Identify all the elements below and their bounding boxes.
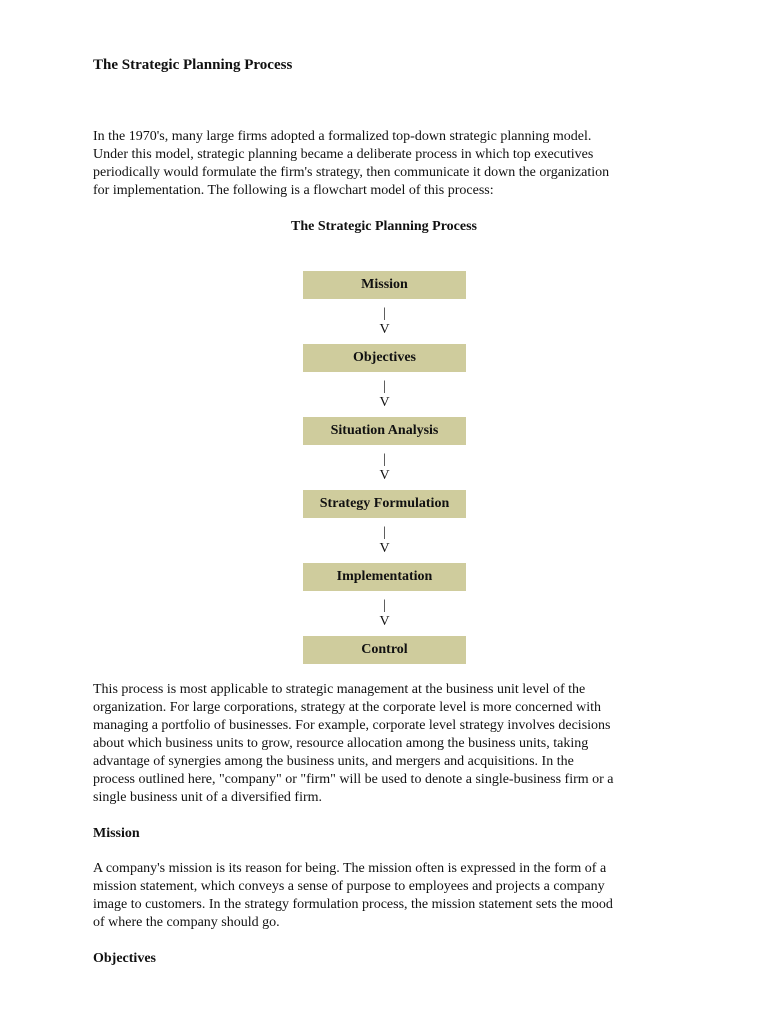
flow-step-objectives: Objectives [303,344,466,372]
arrow-bar: | [383,525,386,540]
intro-line: Under this model, strategic planning became a deliberate process in which top executives [93,147,594,162]
body-line: advantage of synergies among the business units, and mergers and acquisitions. In the [93,754,574,769]
flow-arrow [303,598,466,632]
mission-line: mission statement, which conveys a sense of purpose to employees and projects a company [93,879,605,894]
arrow-head: V [379,395,390,410]
arrow-bar: | [383,598,386,613]
arrow-bar: | [383,379,386,394]
body-line: This process is most applicable to strategic management at the business unit level of the [93,682,586,697]
objectives-heading: Objectives [93,951,156,966]
flow-arrow [303,379,466,413]
flow-step-situation-analysis: Situation Analysis [303,417,466,445]
intro-line: periodically would formulate the firm's strategy, then communicate it down the organization [93,165,610,180]
flow-step-implementation: Implementation [303,563,466,591]
arrow-head: V [379,541,390,556]
mission-heading: Mission [93,826,140,841]
arrow-head: V [379,322,390,337]
intro-line: for implementation. The following is a flowchart model of this process: [93,183,494,198]
body-line: managing a portfolio of businesses. For example, corporate level strategy involves decisions [93,718,611,733]
arrow-bar: | [383,306,386,321]
body-line: process outlined here, "company" or "firm" will be used to denote a single-business firm or a [93,772,614,787]
mission-line: of where the company should go. [93,915,280,930]
flow-step-control: Control [303,636,466,664]
arrow-head: V [379,468,390,483]
body-line: single business unit of a diversified firm. [93,790,323,805]
mission-line: A company's mission is its reason for being. The mission often is expressed in the form of a [93,861,607,876]
flow-arrow [303,306,466,340]
flow-step-strategy-formulation: Strategy Formulation [303,490,466,518]
document-title: The Strategic Planning Process [93,57,293,73]
body-line: organization. For large corporations, strategy at the corporate level is more concerned with [93,700,601,715]
mission-paragraph [93,860,613,932]
mission-line: image to customers. In the strategy formulation process, the mission statement sets the mood [93,897,613,912]
intro-line: In the 1970's, many large firms adopted a formalized top-down strategic planning model. [93,129,592,144]
flow-arrow [303,452,466,486]
arrow-head: V [379,614,390,629]
flow-arrow [303,525,466,559]
flowchart-title: The Strategic Planning Process [290,219,477,234]
flow-step-mission: Mission [303,271,466,299]
body-line: about which business units to grow, resource allocation among the business units, taking [93,736,589,751]
arrow-bar: | [383,452,386,467]
